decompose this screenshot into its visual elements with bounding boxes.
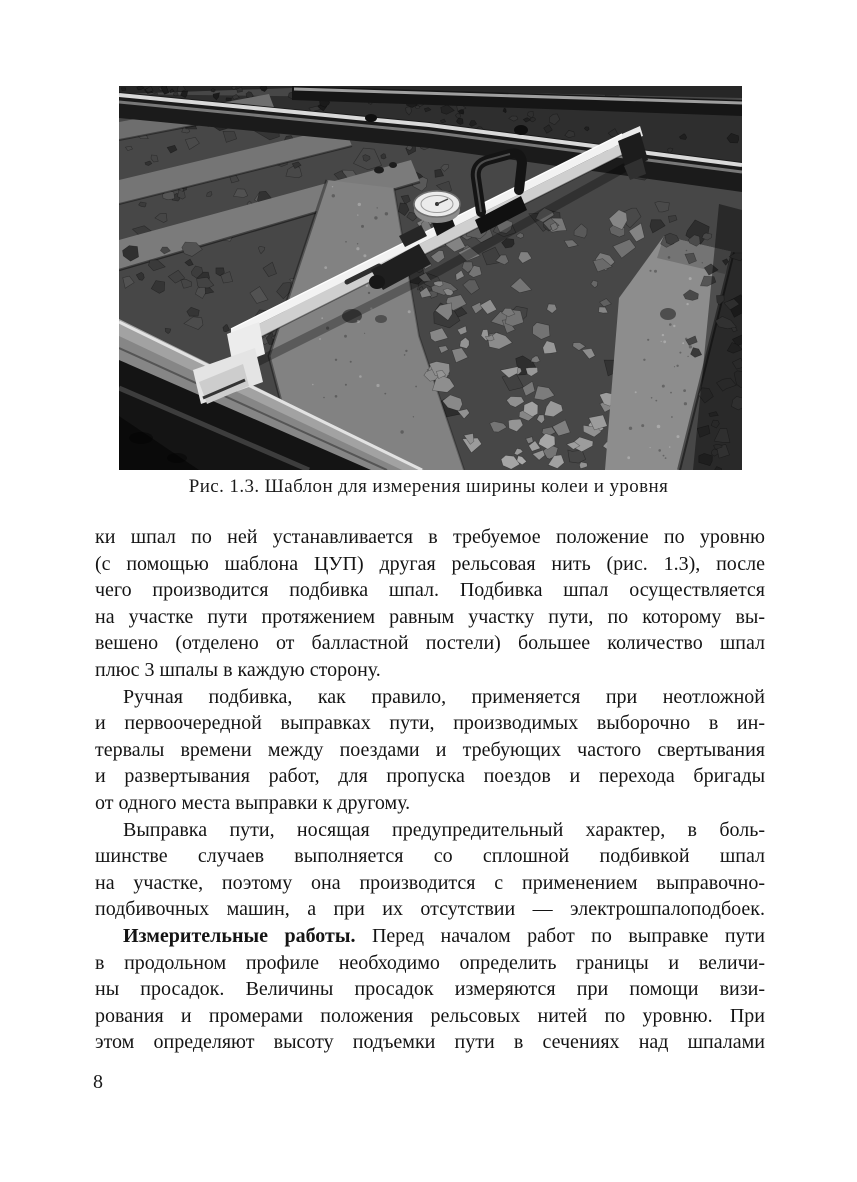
text-line: чего производится подбивка шпал. Подбивка шпал осуществляется: [95, 579, 765, 602]
text-line: ки шпал по ней устанавливается в требуемое положение по уровню: [95, 526, 765, 548]
text-line: в продольном профиле необходимо определить границы и величи-: [95, 951, 765, 974]
paragraph: [95, 684, 765, 817]
text-line: вешено (отделено от балластной постели) большее количество шпал: [95, 632, 765, 655]
text-line: рования и промерами положения рельсовых нитей по уровню. При: [95, 1004, 765, 1027]
text-line: на участке, поэтому она производится с применением выправочно-: [95, 871, 765, 894]
figure-caption: Рис. 1.3. Шаблон для измерения ширины колеи и уровня: [188, 476, 669, 497]
paragraph: [95, 923, 765, 1056]
text-line: (с помощью шаблона ЦУП) другая рельсовая нить (рис. 1.3), после: [95, 552, 765, 575]
text-line: и первоочередной выправках пути, производимых выборочно в ин-: [95, 712, 765, 735]
text-line: ны просадок. Величины просадок измеряются при помощи визи-: [95, 978, 765, 1001]
paragraph: [95, 817, 765, 923]
track-photo-svg: [119, 86, 742, 470]
text-line: от одного места выправки к другому.: [95, 791, 411, 814]
text-line: шинстве случаев выполняется со сплошной подбивкой шпал: [95, 845, 765, 868]
page-number: 8: [93, 1071, 103, 1093]
text-line: Выправка пути, носящая предупредительный характер, в боль-: [123, 818, 765, 841]
text-line: подбивочных машин, а при их отсутствии — электрошпалоподбоек.: [95, 898, 765, 921]
text-line: на участке пути протяжением равным участку пути, по которому вы-: [95, 605, 765, 628]
text-line: и развертывания работ, для пропуска поездов и перехода бригады: [95, 765, 765, 788]
text-line: [95, 923, 765, 950]
text-line: плюс 3 шпалы в каждую сторону.: [95, 658, 381, 681]
bold-lead: Измерительные работы.: [123, 924, 356, 947]
text-run: Перед началом работ по выправке пути: [355, 924, 765, 947]
text-line: этом определяют высоту подъемки пути в сечениях над шпалами: [95, 1031, 765, 1054]
figure-photo: [119, 86, 742, 470]
text-line: тервалы времени между поездами и требующих частого свертывания: [95, 738, 765, 761]
paragraph: [95, 524, 765, 684]
text-line: Ручная подбивка, как правило, применяется при неотложной: [123, 685, 765, 708]
body-text: [95, 524, 765, 1056]
